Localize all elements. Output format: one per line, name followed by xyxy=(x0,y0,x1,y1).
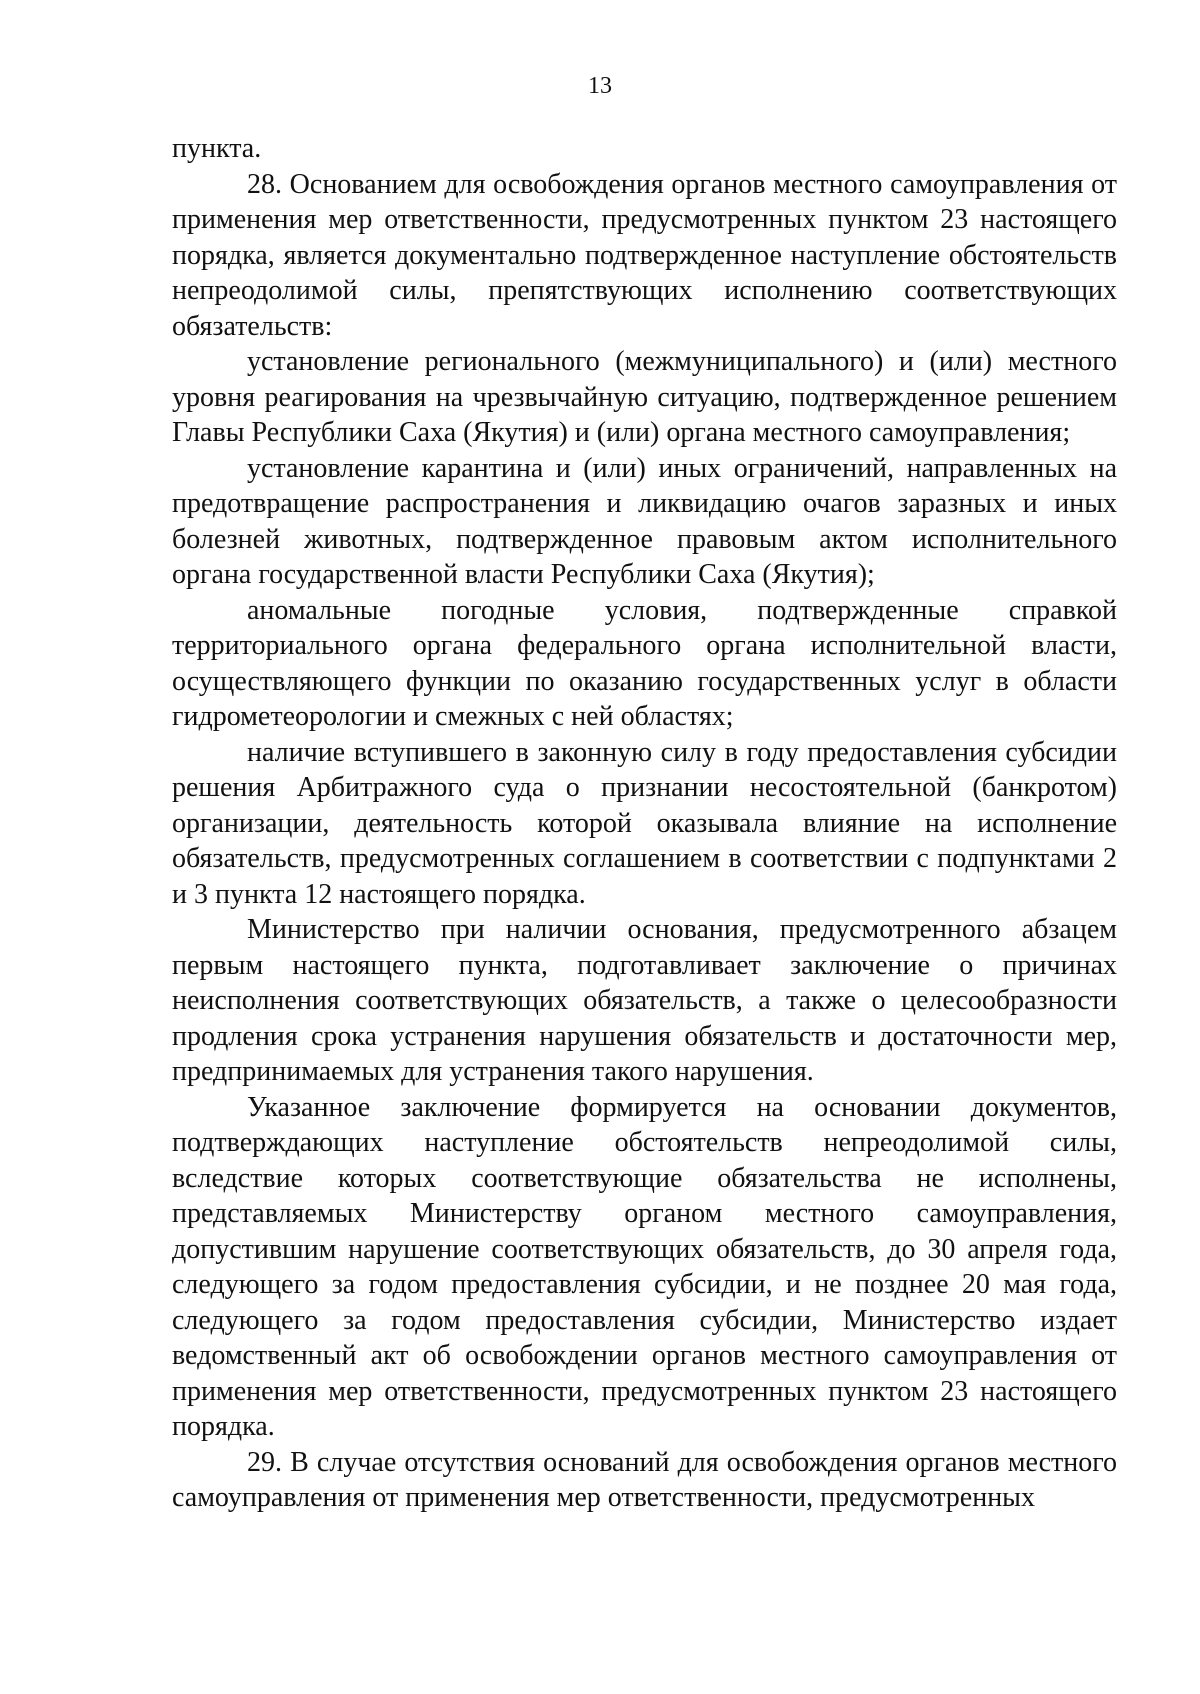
paragraph-clause-29: 29. В случае отсутствия оснований для освобождения органов местного самоуправления от применения мер ответственности, предусмотренных xyxy=(172,1446,1117,1513)
paragraph-weather: аномальные погодные условия, подтвержденные справкой территориального органа федерального органа исполнительной власти, осуществляющего функции по оказанию государственных услуг в области гидрометеорологии и смежных с ней областях; xyxy=(172,594,1117,732)
paragraph-emergency-level: установление регионального (межмуниципального) и (или) местного уровня реагирования на чрезвычайную ситуацию, подтвержденное решением Главы Республики Саха (Якутия) и (или) органа местного самоуправления; xyxy=(172,346,1117,448)
paragraph-conclusion-formation: Указанное заключение формируется на основании документов, подтверждающих наступление обстоятельств непреодолимой силы, вследствие которых соответствующие обязательства не исполнены, представляемых Министерству органом местного самоуправления, допустившим нарушение соответствующих обязательств, до 30 апреля года, следующего за годом предоставления субсидии, и не позднее 20 мая года, следующего за годом предоставления субсидии, Министерство издает ведомственный акт об освобождении органов местного самоуправления от применения мер ответственности, предусмотренных пунктом 23 настоящего порядка. xyxy=(172,1091,1117,1442)
paragraph-continuation: пункта. xyxy=(172,133,262,164)
paragraph-ministry-conclusion: Министерство при наличии основания, предусмотренного абзацем первым настоящего пункта, подготавливает заключение о причинах неисполнения соответствующих обязательств, а также о целесообразности продления срока устранения нарушения обязательств и достаточности мер, предпринимаемых для устранения такого нарушения. xyxy=(172,914,1117,1087)
page-number: 13 xyxy=(588,73,612,99)
paragraph-quarantine: установление карантина и (или) иных ограничений, направленных на предотвращение распространения и ликвидацию очагов заразных и иных болезней животных, подтвержденное правовым актом исполнительного органа государственной власти Республики Саха (Якутия); xyxy=(172,452,1117,590)
document-body xyxy=(172,131,1117,1516)
paragraph-clause-28: 28. Основанием для освобождения органов местного самоуправления от применения мер ответственности, предусмотренных пунктом 23 настоящего порядка, является документально подтвержденное наступление обстоятельств непреодолимой силы, препятствующих исполнению соответствующих обязательств: xyxy=(172,168,1117,342)
paragraph-bankruptcy: наличие вступившего в законную силу в году предоставления субсидии решения Арбитражного суда о признании несостоятельной (банкротом) организации, деятельность которой оказывала влияние на исполнение обязательств, предусмотренных соглашением в соответствии с подпунктами 2 и 3 пункта 12 настоящего порядка. xyxy=(172,736,1117,910)
